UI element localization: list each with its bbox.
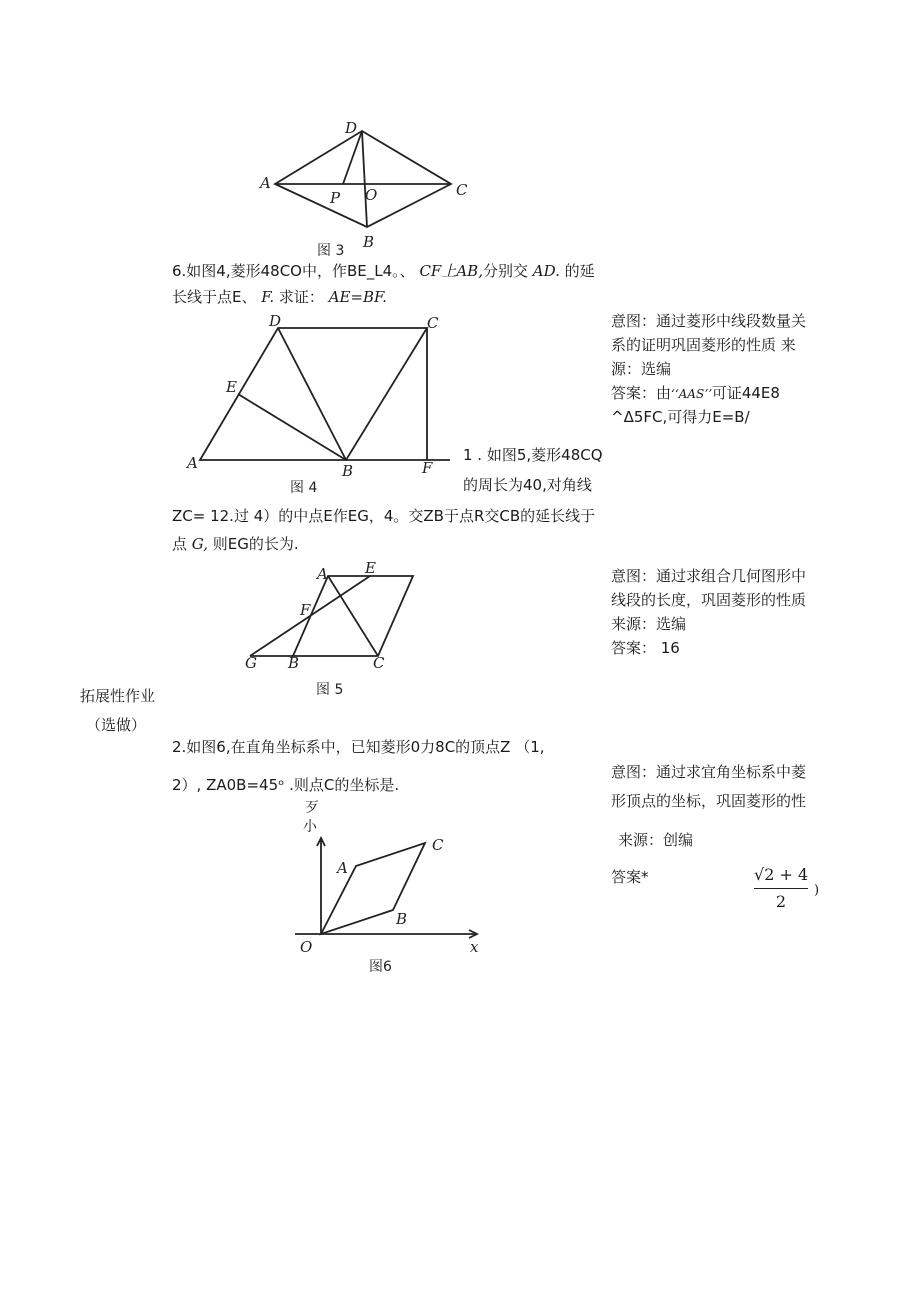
label-f: F	[300, 601, 311, 619]
figure-3-caption: 图 3	[317, 243, 345, 259]
fraction-bar	[754, 888, 808, 889]
note2-line-2: 线段的长度，巩固菱形的性质	[611, 591, 807, 609]
label-p: P	[330, 189, 341, 207]
note2-line-4: 答案： 16	[611, 639, 680, 657]
note1-line-4	[611, 384, 780, 403]
label-d: D	[345, 119, 358, 137]
y-axis-glyph-top: 歹	[305, 800, 319, 816]
label-a: A	[317, 565, 328, 583]
label-x: x	[470, 938, 479, 956]
note1-line-1: 意图：通过菱形中线段数量关	[611, 312, 807, 330]
label-f: F	[422, 459, 433, 477]
note1-answer-c: 可证44E8	[711, 384, 780, 402]
note3-line-3: 来源：创编	[618, 831, 694, 849]
label-b: B	[396, 910, 408, 928]
note2-line-3: 来源：选编	[611, 615, 687, 633]
note3-line-1: 意图：通过求宜角坐标系中菱	[611, 763, 807, 781]
figure-4-caption: 图 4	[290, 480, 318, 496]
q6-text-c: 分别交	[482, 262, 528, 280]
note1-line-2: 系的证明巩固菱形的性质 来	[611, 336, 796, 354]
figure-3	[250, 115, 480, 263]
label-b: B	[342, 462, 354, 480]
label-c: C	[373, 654, 385, 672]
rhombus-oacb	[321, 843, 425, 934]
q6-text-a: 6.如图4,菱形48CO中，作BE_L4。、	[172, 262, 415, 280]
q6-line-1	[172, 262, 595, 280]
note3-line-2: 形顶点的坐标，巩固菱形的性	[611, 792, 807, 810]
note1-answer-b: ʻʻAASʼʼ	[671, 387, 712, 401]
q6-line-2	[172, 288, 387, 306]
fraction-denominator: 2	[775, 892, 787, 911]
label-o: O	[365, 186, 378, 204]
note3-answer-label: 答案*	[611, 868, 649, 886]
q1-line-1: 1 . 如图5,菱形48CQ	[463, 446, 603, 464]
figure-4	[180, 308, 455, 500]
label-a: A	[260, 174, 271, 192]
label-c: C	[456, 181, 468, 199]
label-b: B	[288, 654, 300, 672]
label-c: C	[427, 314, 439, 332]
label-e: E	[226, 378, 237, 396]
q1-line-4	[172, 535, 299, 553]
answer-close-paren: )	[814, 883, 820, 898]
note1-line-5: ^Δ5FC,可得力E=B/	[611, 408, 750, 426]
note1-line-3: 源：选编	[611, 360, 672, 378]
q2-line-2: 2）, ZA0B=45ᵒ .则点C的坐标是.	[172, 776, 400, 794]
fraction-numerator: √2 + 4	[754, 865, 809, 884]
note1-answer-a: 答案：由	[611, 384, 672, 402]
q1-line-2: 的周长为40,对角线	[463, 476, 592, 494]
label-e: E	[365, 560, 376, 577]
figure-6-caption: 图6	[369, 959, 392, 975]
label-a: A	[187, 454, 198, 472]
answer-fraction	[754, 865, 808, 912]
figure-5-caption: 图 5	[316, 682, 344, 698]
segment-dp	[343, 131, 362, 184]
q6-text-b: CF上AB,	[419, 262, 483, 280]
q1-text-b: G,	[191, 535, 209, 553]
label-c: C	[432, 836, 444, 854]
note2-line-1: 意图：通过求组合几何图形中	[611, 567, 807, 585]
label-o: O	[300, 938, 313, 956]
label-b: B	[363, 233, 375, 251]
q2-line-1: 2.如图6,在直角坐标系中，已知菱形0力8C的顶点Z （1,	[172, 738, 545, 756]
q6-text-d: AD.	[532, 262, 560, 280]
section-title: 拓展性作业	[80, 687, 156, 705]
q6-text-i: AE=BF.	[328, 288, 387, 306]
label-g: G	[245, 654, 257, 672]
q1-line-3: ZC= 12.过 4）的中点E作EG，4。交ZB于点R交CB的延长线于	[172, 507, 596, 525]
section-optional: （选做）	[86, 716, 147, 734]
label-d: D	[269, 312, 282, 330]
q1-text-c: 则EG的长为.	[212, 535, 299, 553]
q6-text-h: 求证：	[278, 288, 324, 306]
q6-text-f: 长线于点E、	[172, 288, 257, 306]
figure-6	[285, 796, 485, 978]
figure-5	[240, 560, 430, 700]
y-axis-glyph-small: 小	[303, 819, 317, 835]
q1-text-a: 点	[172, 535, 188, 553]
q6-text-e: 的延	[564, 262, 595, 280]
diagonal-db	[362, 131, 367, 227]
label-a: A	[337, 859, 348, 877]
q6-text-g: F.	[261, 288, 275, 306]
